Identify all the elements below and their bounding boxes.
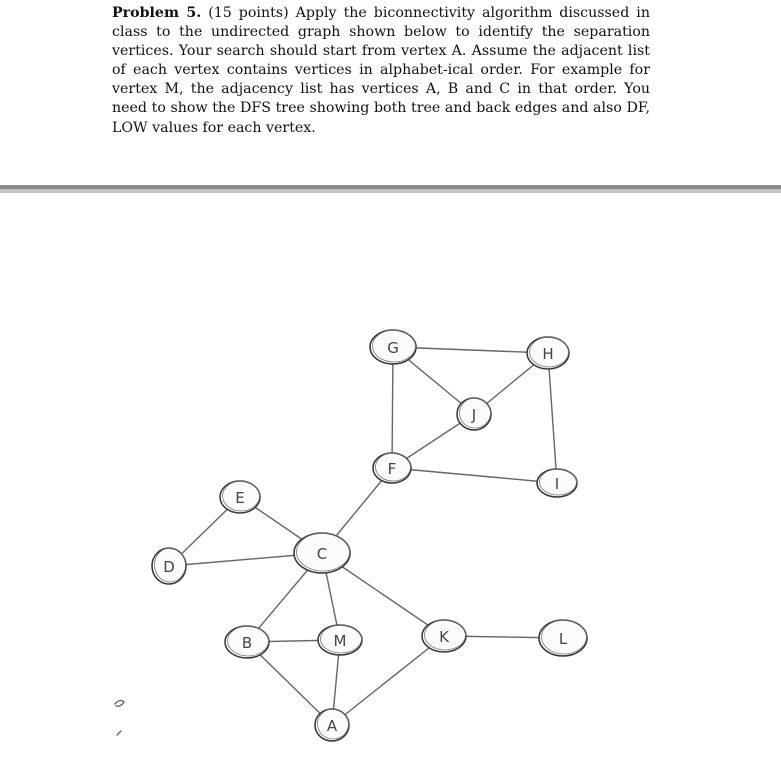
node-label: A — [326, 717, 338, 735]
node-label: D — [163, 558, 175, 576]
graph-node-b — [225, 626, 269, 658]
node-label: L — [558, 630, 568, 648]
node-label: G — [387, 339, 399, 357]
graph-node-l — [539, 620, 587, 656]
graph-node-i — [537, 469, 577, 497]
node-label: J — [471, 406, 477, 424]
graph-node-e — [220, 481, 260, 513]
graph-node-j — [457, 398, 491, 430]
problem-heading: Problem 5. — [112, 5, 202, 21]
graph-node-m — [318, 625, 362, 655]
node-label: E — [235, 489, 245, 507]
graph-node-f — [373, 453, 411, 483]
pencil-mark — [117, 731, 121, 735]
problem-points: (15 points) — [208, 5, 289, 21]
graph-node-k — [422, 620, 466, 652]
node-label: K — [439, 628, 449, 646]
graph-node-a — [315, 709, 349, 741]
graph-node-c — [294, 533, 350, 573]
node-label: I — [554, 475, 560, 493]
node-label: C — [316, 545, 328, 563]
node-label: M — [333, 632, 347, 650]
edge-f-i — [392, 468, 557, 483]
graph-edges — [169, 347, 563, 725]
node-label: F — [387, 460, 397, 478]
graph-node-g — [370, 330, 416, 364]
pencil-mark — [115, 700, 124, 706]
edge-h-i — [548, 353, 557, 483]
edge-g-f — [392, 347, 393, 468]
node-label: B — [241, 634, 253, 652]
graph-nodes — [152, 330, 587, 741]
problem-body: Apply the biconnectivity algorithm discussed in class to the undirected graph shown below to identify the separation vertices. Your search should start from vertex A. Assume the adjacent list of each vertex contains vertices in alphabet-ical order. For example for vertex M, the adjacency list has vertices A, B and C in that order. You need to show the DFS tree showing both tree and back edges and also DF, LOW values for each vertex. — [112, 5, 650, 136]
node-label: H — [542, 345, 554, 363]
graph-node-d — [152, 548, 186, 584]
graph-node-h — [527, 337, 569, 369]
